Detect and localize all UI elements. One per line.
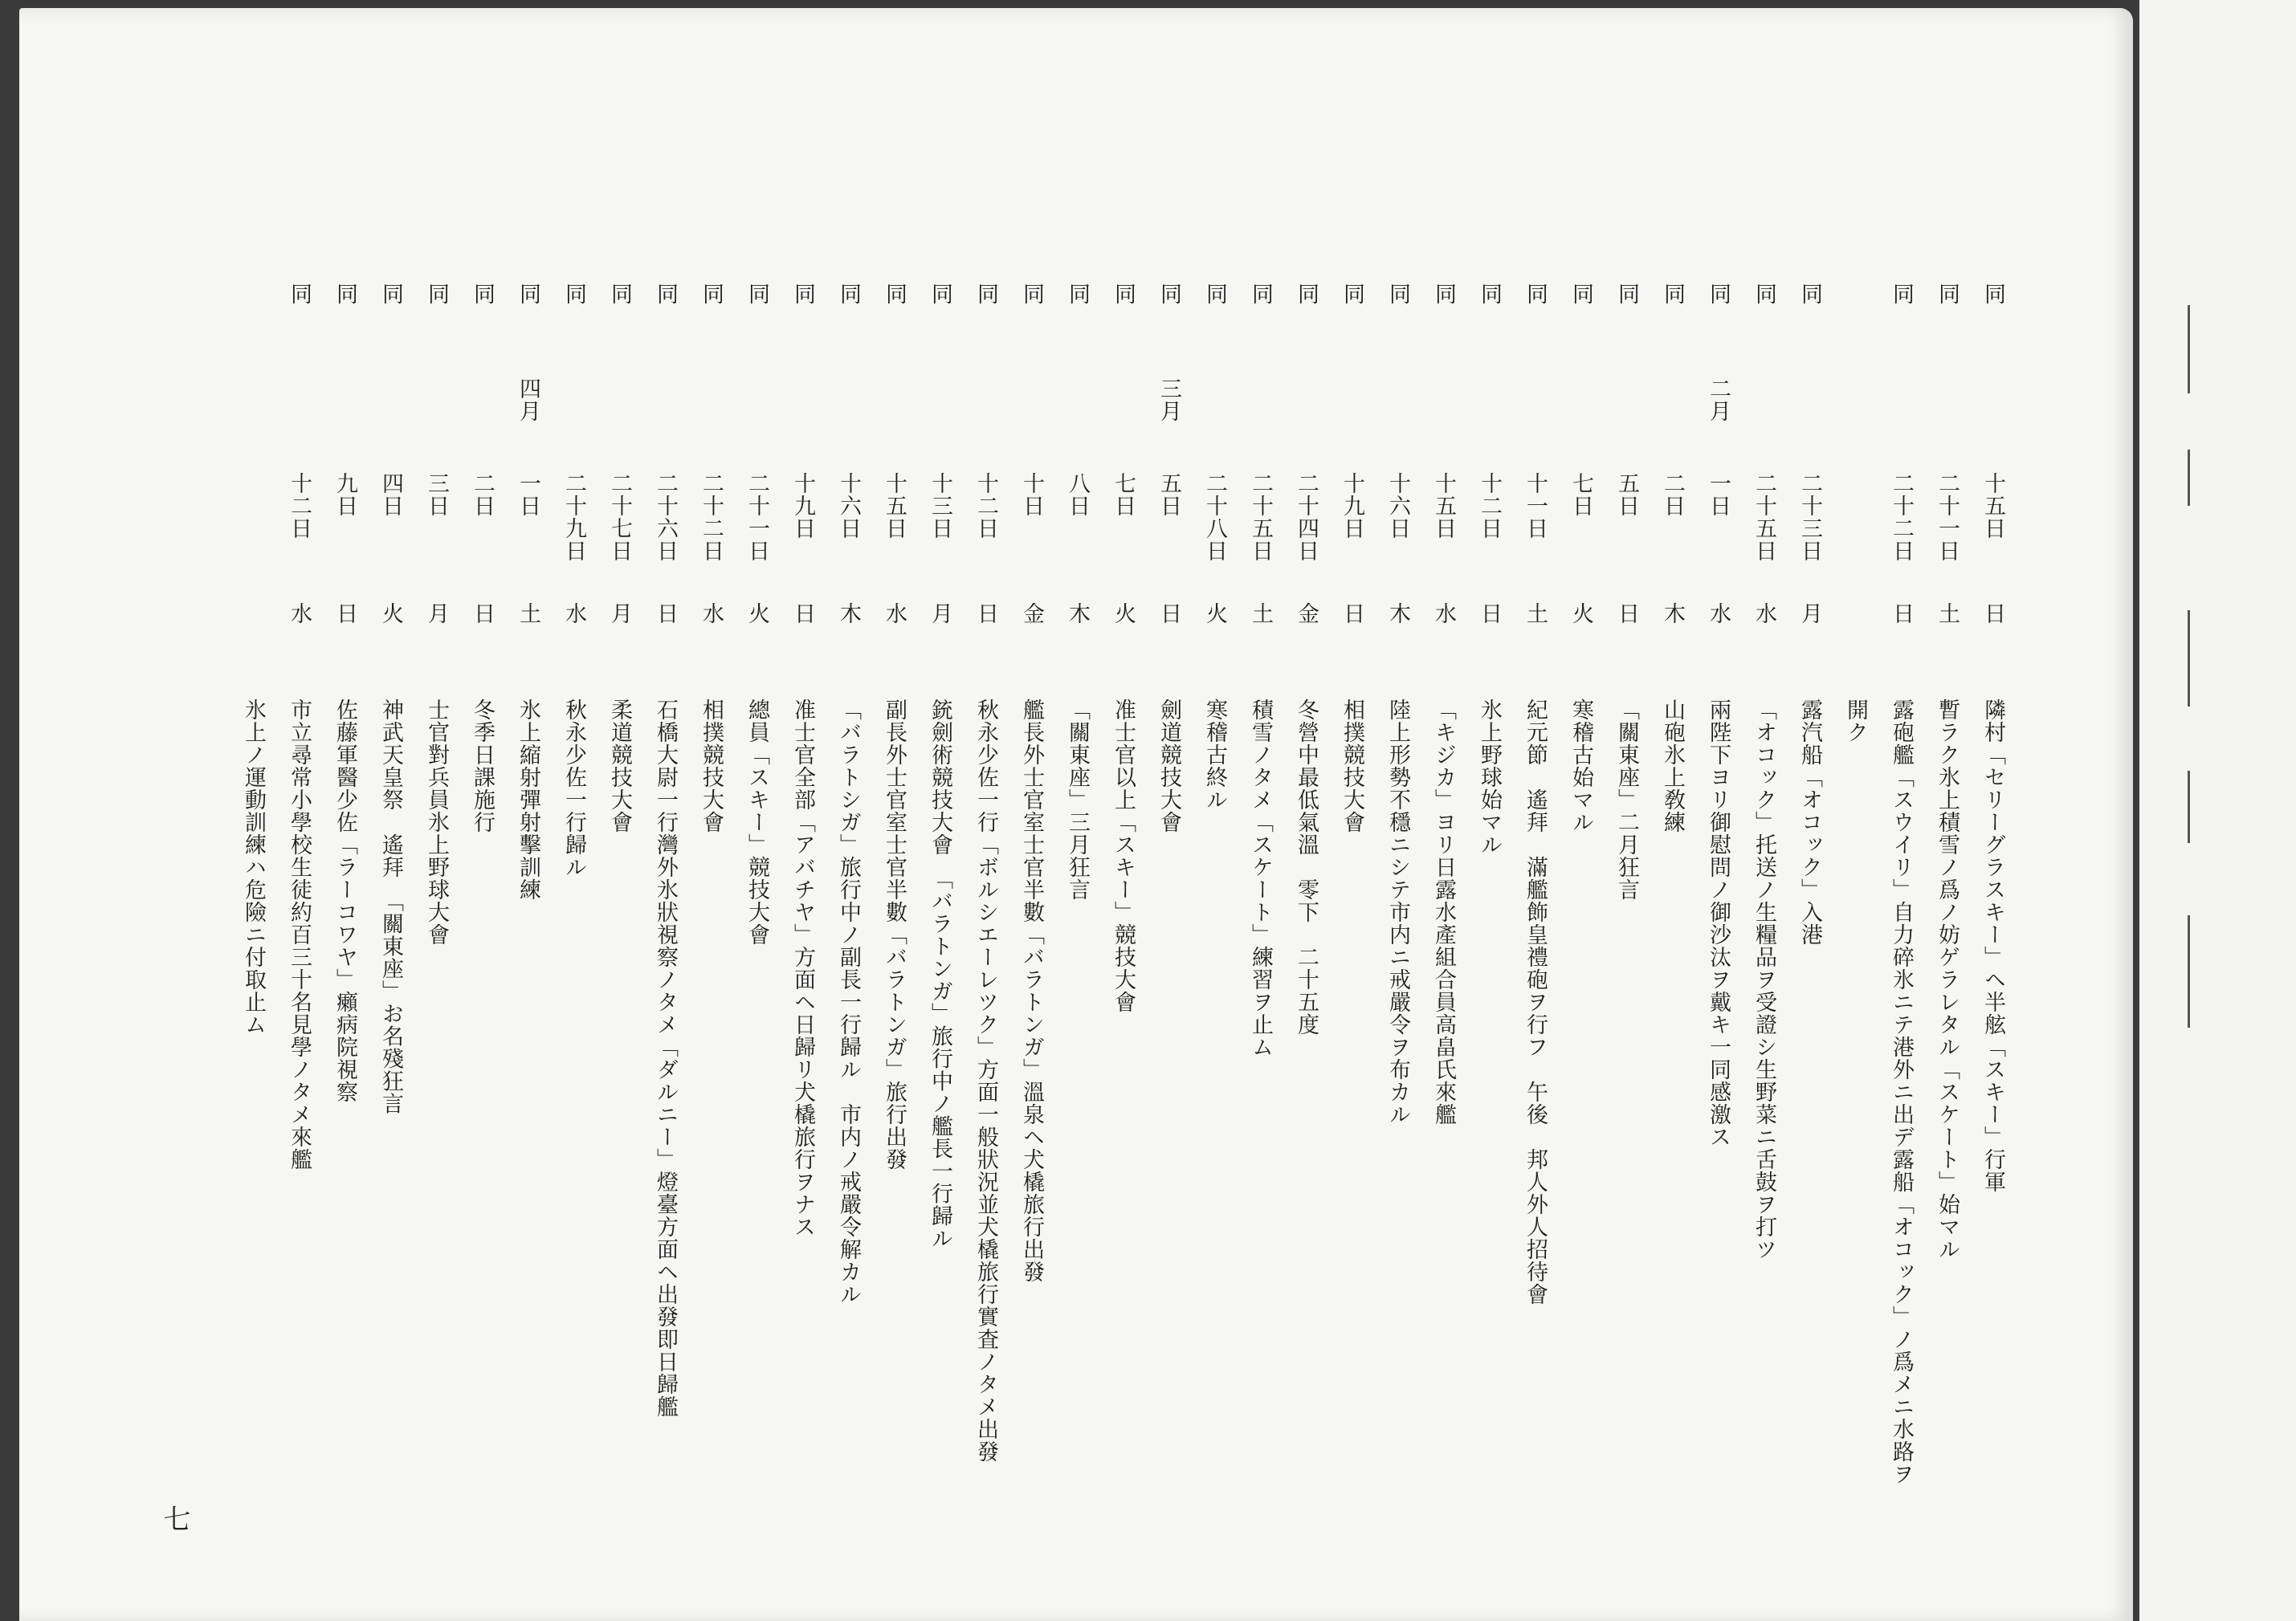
entry-date: 五日 (1156, 472, 1181, 517)
diary-entry (1102, 283, 1144, 1599)
entry-date: 二十四日 (1294, 472, 1319, 562)
entry-text: 副長外士官室士官半數「バラトンガ」旅行出發 (882, 698, 907, 1171)
diary-entry (1605, 283, 1647, 1599)
entry-weekday: 火 (744, 602, 769, 625)
entry-weekday: 火 (378, 602, 403, 625)
entry-weekday: 日 (1980, 602, 2005, 625)
ditto-mark: 同 (332, 283, 357, 305)
entry-text: 「キジカ」ヨリ日露水產組合員高畠氏來艦 (1431, 698, 1456, 1126)
entry-date: 二十三日 (1797, 472, 1822, 562)
entry-weekday: 火 (1568, 602, 1593, 625)
ditto-mark: 同 (653, 283, 678, 305)
entry-weekday: 水 (699, 602, 724, 625)
ditto-mark: 同 (1889, 283, 1914, 305)
entry-text: 紀元節 遙拜 滿艦飾皇禮砲ヲ行フ 午後 邦人外人招待會 (1523, 698, 1548, 1305)
diary-entry (415, 283, 457, 1599)
diary-entry (1331, 283, 1372, 1599)
diary-entry (598, 283, 640, 1599)
entry-weekday: 月 (1797, 602, 1822, 625)
entry-date: 二十五日 (1248, 472, 1273, 562)
ditto-mark: 同 (1523, 283, 1548, 305)
entry-text: 柔道競技大會 (607, 698, 632, 833)
diary-entry (873, 283, 915, 1599)
entry-weekday: 水 (1752, 602, 1776, 625)
ditto-mark: 同 (836, 283, 861, 305)
diary-entry (736, 283, 777, 1599)
diary-entry (324, 283, 365, 1599)
diary-entry (827, 283, 869, 1599)
diary-entry (644, 283, 686, 1599)
adjacent-page-mark (2188, 450, 2190, 506)
entry-weekday: 土 (1248, 602, 1273, 625)
diary-entry (1376, 283, 1418, 1599)
ditto-mark: 同 (607, 283, 632, 305)
entry-weekday: 月 (928, 602, 952, 625)
ditto-mark: 同 (1797, 283, 1822, 305)
entry-text: 山砲氷上敎練 (1660, 698, 1685, 833)
entry-text: 「關東座」三月狂言 (1065, 698, 1090, 901)
entry-weekday: 水 (287, 602, 312, 625)
page-number: 七 (158, 1505, 190, 1532)
entry-date: 一日 (1706, 472, 1731, 517)
adjacent-page-mark (2188, 771, 2190, 843)
diary-entry (1285, 283, 1327, 1599)
entry-text: 氷上野球始マル (1477, 698, 1502, 856)
entry-text: 艦長外士官室士官半數「バラトンガ」溫泉ヘ犬橇旅行出發 (1019, 698, 1044, 1283)
entry-weekday: 水 (1431, 602, 1456, 625)
diary-entry (1697, 283, 1739, 1599)
diary-entry (278, 283, 320, 1599)
entry-weekday: 日 (1889, 602, 1914, 625)
entry-date: 四日 (378, 472, 403, 517)
entry-date: 二十七日 (607, 472, 632, 562)
entry-weekday: 日 (1156, 602, 1181, 625)
diary-entry (1514, 283, 1556, 1599)
ditto-mark: 同 (378, 283, 403, 305)
entry-weekday: 日 (1340, 602, 1364, 625)
diary-entry (1926, 283, 1968, 1599)
entry-date: 三日 (424, 472, 449, 517)
ditto-mark: 同 (1706, 283, 1731, 305)
entry-date: 二日 (1660, 472, 1685, 517)
diary-entry (1972, 283, 2013, 1599)
diary-entry (507, 283, 549, 1599)
diary-entry (1239, 283, 1281, 1599)
diary-entry (1056, 283, 1098, 1599)
entry-text: 開ク (1843, 698, 1868, 743)
diary-entry (1743, 283, 1784, 1599)
entry-date: 十二日 (973, 472, 998, 540)
diary-entry (1880, 283, 1922, 1599)
entry-text: 露砲艦「スウイリ」自力碎氷ニテ港外ニ出デ露船「オコック」ノ爲メニ水路ヲ (1889, 698, 1914, 1485)
entry-date: 十五日 (882, 472, 907, 540)
ditto-mark: 同 (973, 283, 998, 305)
diary-entry (781, 283, 823, 1599)
adjacent-page-edge (2139, 0, 2296, 1621)
entry-date: 十六日 (836, 472, 861, 540)
ditto-mark: 同 (1660, 283, 1685, 305)
entry-text: 士官對兵員氷上野球大會 (424, 698, 449, 946)
entry-date: 一日 (516, 472, 540, 517)
ditto-mark: 同 (699, 283, 724, 305)
ditto-mark: 同 (744, 283, 769, 305)
diary-entry (919, 283, 960, 1599)
entry-text: 市立尋常小學校生徒約百三十名見學ノタメ來艦 (287, 698, 312, 1171)
entry-text: 「オコック」托送ノ生糧品ヲ受證シ生野菜ニ舌鼓ヲ打ツ (1752, 698, 1776, 1261)
ditto-mark: 同 (470, 283, 495, 305)
diary-entry (1193, 283, 1235, 1599)
entry-date: 十日 (1019, 472, 1044, 517)
entry-date: 二十二日 (699, 472, 724, 562)
entry-text: 氷上ノ運動訓練ハ危險ニ付取止ム (241, 698, 266, 1036)
entry-text: 秋永少佐一行歸ル (561, 698, 586, 878)
entry-date: 二十九日 (561, 472, 586, 562)
entry-date: 十九日 (790, 472, 815, 540)
ditto-mark: 同 (1019, 283, 1044, 305)
ditto-mark: 同 (790, 283, 815, 305)
entry-weekday: 木 (836, 602, 861, 625)
diary-entry (461, 283, 503, 1599)
entry-text: 露汽船「オコック」入港 (1797, 698, 1822, 946)
ditto-mark: 同 (882, 283, 907, 305)
entry-weekday: 水 (882, 602, 907, 625)
entry-month: 二月 (1706, 377, 1731, 422)
entry-text: 劍道競技大會 (1156, 698, 1181, 833)
entry-weekday: 木 (1385, 602, 1410, 625)
entry-text: 神武天皇祭 遙拜 「關東座」お名殘狂言 (378, 698, 403, 1115)
ditto-mark: 同 (1980, 283, 2005, 305)
entry-weekday: 木 (1065, 602, 1090, 625)
diary-entry (1148, 283, 1189, 1599)
diary-entry (1010, 283, 1052, 1599)
entry-date: 五日 (1614, 472, 1639, 517)
entry-text: 准士官以上「スキー」競技大會 (1111, 698, 1136, 1013)
entry-weekday: 金 (1294, 602, 1319, 625)
entry-month: 四月 (516, 377, 540, 422)
adjacent-page-mark (2188, 915, 2190, 1028)
ditto-mark: 同 (928, 283, 952, 305)
entry-weekday: 日 (973, 602, 998, 625)
ditto-mark: 同 (1477, 283, 1502, 305)
ditto-mark: 同 (1431, 283, 1456, 305)
ditto-mark: 同 (1156, 283, 1181, 305)
entry-date: 十二日 (287, 472, 312, 540)
ditto-mark: 同 (1935, 283, 1960, 305)
ditto-mark: 同 (1614, 283, 1639, 305)
diary-entry (1788, 283, 1830, 1599)
entry-date: 十九日 (1340, 472, 1364, 540)
entry-text: 石橋大尉一行灣外氷狀視察ノタメ「ダルニー」燈臺方面ヘ出發即日歸艦 (653, 698, 678, 1418)
entry-text: 銃劍術競技大會 「バラトンガ」旅行中ノ艦長一行歸ル (928, 698, 952, 1250)
entry-weekday: 日 (1614, 602, 1639, 625)
diary-entry (553, 283, 594, 1599)
entry-weekday: 土 (1935, 602, 1960, 625)
entry-weekday: 日 (332, 602, 357, 625)
entry-date: 九日 (332, 472, 357, 517)
entry-weekday: 火 (1202, 602, 1227, 625)
entry-text: 積雪ノタメ「スケート」練習ヲ止ム (1248, 698, 1273, 1058)
entry-text: 總員「スキー」競技大會 (744, 698, 769, 946)
diary-entry (1834, 283, 1876, 1599)
entry-text: 「バラトシガ」旅行中ノ副長一行歸ル 市内ノ戒嚴令解カル (836, 698, 861, 1305)
entry-text: 相撲競技大會 (1340, 698, 1364, 833)
ditto-mark: 同 (1248, 283, 1273, 305)
entry-weekday: 日 (1477, 602, 1502, 625)
entry-date: 二十一日 (744, 472, 769, 562)
entry-text: 兩陛下ヨリ御慰問ノ御沙汰ヲ戴キ一同感激ス (1706, 698, 1731, 1148)
entry-date: 十五日 (1980, 472, 2005, 540)
diary-entry (1651, 283, 1693, 1599)
entry-text: 冬季日課施行 (470, 698, 495, 833)
ditto-mark: 同 (287, 283, 312, 305)
ditto-mark: 同 (1340, 283, 1364, 305)
entry-date: 二十六日 (653, 472, 678, 562)
entry-text: 氷上縮射彈射擊訓練 (516, 698, 540, 901)
entry-date: 七日 (1111, 472, 1136, 517)
entry-text: 「關東座」二月狂言 (1614, 698, 1639, 901)
entry-date: 十二日 (1477, 472, 1502, 540)
diary-entry (964, 283, 1006, 1599)
ditto-mark: 同 (516, 283, 540, 305)
diary-entry (1422, 283, 1464, 1599)
entry-text: 秋永少佐一行「ボルシエーレツク」方面一般狀況並犬橇旅行實査ノタメ出發 (973, 698, 998, 1463)
entry-weekday: 水 (1706, 602, 1731, 625)
entry-text: 隣村「セリーグラスキー」ヘ半舷「スキー」行軍 (1980, 698, 2005, 1193)
adjacent-page-mark (2188, 610, 2190, 707)
entry-text: 寒稽古終ル (1202, 698, 1227, 811)
diary-entry (369, 283, 411, 1599)
diary-entry (232, 283, 274, 1599)
entry-weekday: 火 (1111, 602, 1136, 625)
diary-entry (690, 283, 732, 1599)
entry-weekday: 土 (516, 602, 540, 625)
entry-date: 十六日 (1385, 472, 1410, 540)
entry-weekday: 水 (561, 602, 586, 625)
entry-date: 二日 (470, 472, 495, 517)
entry-text: 准士官全部「アバチヤ」方面ヘ日歸リ犬橇旅行ヲナス (790, 698, 815, 1238)
entry-text: 陸上形勢不穩ニシテ市内ニ戒嚴令ヲ布カル (1385, 698, 1410, 1126)
ditto-mark: 同 (424, 283, 449, 305)
entry-text: 佐藤軍醫少佐「ラーコワヤ」癩病院視察 (332, 698, 357, 1103)
adjacent-page-mark (2188, 305, 2190, 393)
ditto-mark: 同 (1385, 283, 1410, 305)
ditto-mark: 同 (1111, 283, 1136, 305)
entry-date: 二十五日 (1752, 472, 1776, 562)
entry-weekday: 土 (1523, 602, 1548, 625)
entry-text: 相撲競技大會 (699, 698, 724, 833)
ditto-mark: 同 (1568, 283, 1593, 305)
entry-weekday: 月 (607, 602, 632, 625)
entry-text: 暫ラク氷上積雪ノ爲ノ妨ゲラレタル「スケート」始マル (1935, 698, 1960, 1261)
entry-weekday: 月 (424, 602, 449, 625)
entry-weekday: 日 (790, 602, 815, 625)
entry-date: 十三日 (928, 472, 952, 540)
entry-date: 十五日 (1431, 472, 1456, 540)
entry-text: 寒稽古始マル (1568, 698, 1593, 833)
entry-date: 二十一日 (1935, 472, 1960, 562)
entry-date: 八日 (1065, 472, 1090, 517)
entry-weekday: 金 (1019, 602, 1044, 625)
entry-text: 冬營中最低氣溫 零下 二十五度 (1294, 698, 1319, 1036)
entry-date: 二十八日 (1202, 472, 1227, 562)
diary-entry (1560, 283, 1601, 1599)
ditto-mark: 同 (1294, 283, 1319, 305)
entry-weekday: 日 (653, 602, 678, 625)
ditto-mark: 同 (561, 283, 586, 305)
entry-weekday: 日 (470, 602, 495, 625)
entry-date: 七日 (1568, 472, 1593, 517)
entry-date: 十一日 (1523, 472, 1548, 540)
diary-entry (1468, 283, 1510, 1599)
ditto-mark: 同 (1202, 283, 1227, 305)
entry-month: 三月 (1156, 377, 1181, 422)
entry-weekday: 木 (1660, 602, 1685, 625)
entry-date: 二十二日 (1889, 472, 1914, 562)
ditto-mark: 同 (1752, 283, 1776, 305)
ditto-mark: 同 (1065, 283, 1090, 305)
